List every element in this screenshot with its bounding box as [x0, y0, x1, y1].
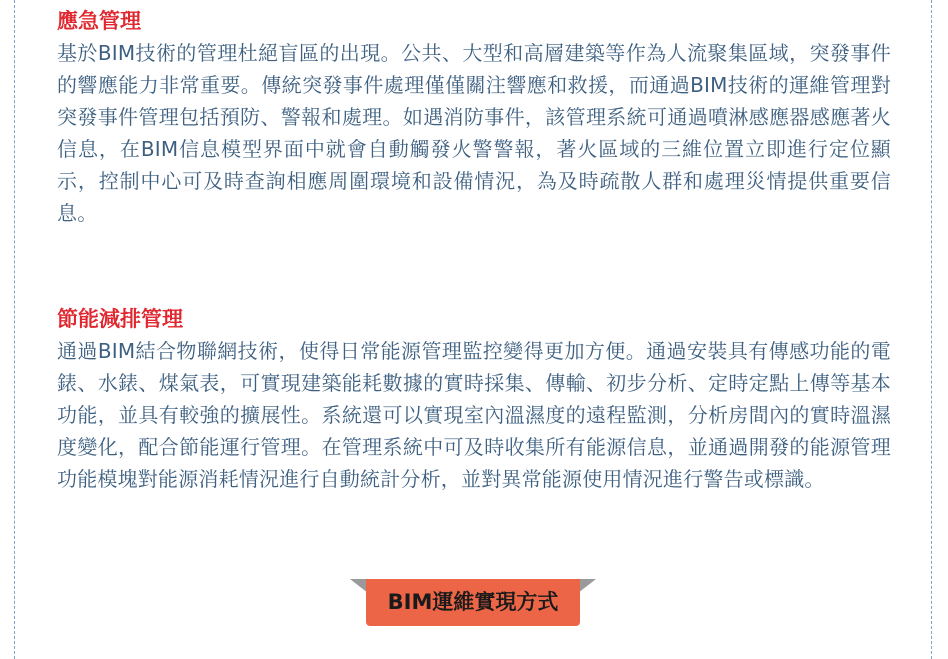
section-emergency-management	[57, 6, 891, 229]
banner-right-tab	[578, 579, 596, 593]
section-heading: 節能減排管理	[57, 307, 183, 331]
section-energy-saving-management	[57, 304, 891, 495]
section-heading: 應急管理	[57, 9, 141, 33]
section-paragraph: 通過BIM結合物聯網技術，使得日常能源管理監控變得更加方便。通過安裝具有傳感功能的電錶、水錶、煤氣表，可實現建築能耗數據的實時採集、傳輸、初步分析、定時定點上傳等基本功能，並具有較強的擴展性。系統還可以實現室內溫濕度的遠程監測，分析房間內的實時溫濕度變化，配合節能運行管理。在管理系統中可及時收集所有能源信息，並通過開發的能源管理功能模塊對能源消耗情況進行自動統計分析，並對異常能源使用情況進行警告或標識。	[57, 339, 891, 491]
banner-label: BIM運維實現方式	[366, 579, 580, 626]
section-paragraph: 基於BIM技術的管理杜絕盲區的出現。公共、大型和高層建築等作為人流聚集區域，突發事件的響應能力非常重要。傳統突發事件處理僅僅關注響應和救援，而通過BIM技術的運維管理對突發事件管理包括預防、警報和處理。如遇消防事件，該管理系統可通過噴淋感應器感應著火信息，在BIM信息模型界面中就會自動觸發火警警報，著火區域的三維位置立即進行定位顯示，控制中心可及時查詢相應周圍環境和設備情況，為及時疏散人群和處理災情提供重要信息。	[57, 41, 891, 225]
section-banner	[350, 579, 596, 627]
